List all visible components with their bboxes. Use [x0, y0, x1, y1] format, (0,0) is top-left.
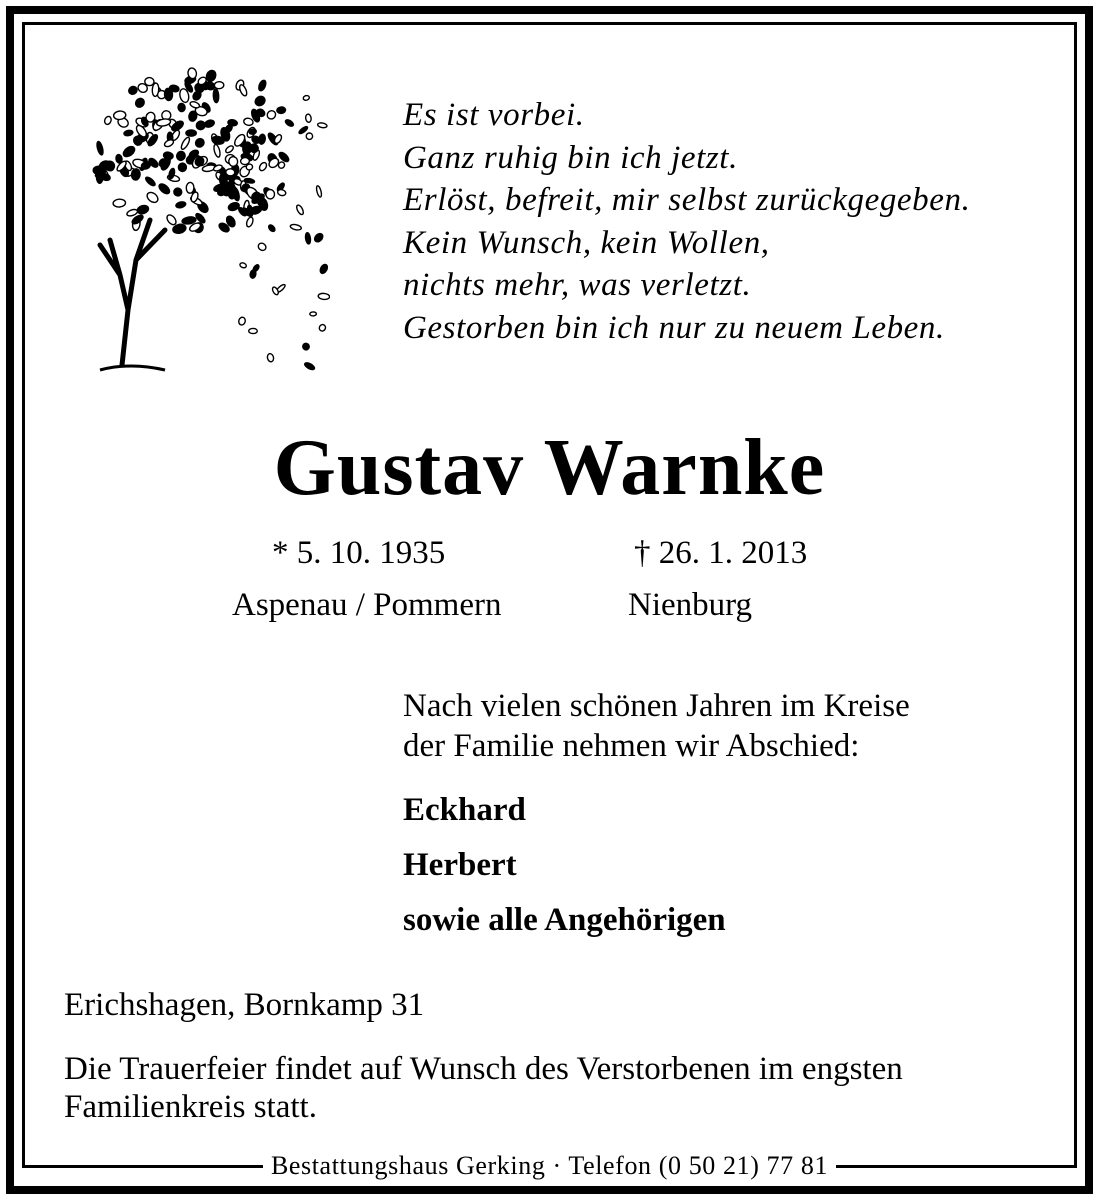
- poem-line: nichts mehr, was verletzt.: [403, 267, 752, 303]
- poem-line: Kein Wunsch, kein Wollen,: [403, 224, 770, 261]
- note-line: Die Trauerfeier findet auf Wunsch des Verstorbenen im engsten: [64, 1051, 903, 1087]
- mourner-name: sowie alle Angehörigen: [403, 902, 726, 938]
- tree-with-falling-leaves-icon: [70, 40, 330, 390]
- deceased-name: Gustav Warnke: [273, 424, 826, 512]
- death-date: † 26. 1. 2013: [634, 535, 808, 571]
- birth-place: Aspenau / Pommern: [232, 587, 502, 623]
- farewell-text: [403, 686, 910, 766]
- poem: [403, 94, 970, 349]
- funeral-note: [64, 1050, 903, 1126]
- poem-line: Erlöst, befreit, mir selbst zurückgegeben.: [403, 182, 971, 218]
- funeral-home-footer: [0, 1151, 1099, 1181]
- address: Erichshagen, Bornkamp 31: [64, 987, 425, 1023]
- poem-line: Es ist vorbei.: [403, 97, 585, 133]
- farewell-line: Nach vielen schönen Jahren im Kreise: [403, 688, 910, 724]
- footer-text: Bestattungshaus Gerking · Telefon (0 50 21) 77 81: [263, 1151, 836, 1180]
- death-place: Nienburg: [628, 587, 753, 623]
- note-line: Familienkreis statt.: [64, 1089, 317, 1125]
- mourner-name: Eckhard: [403, 792, 526, 828]
- poem-line: Ganz ruhig bin ich jetzt.: [403, 139, 738, 176]
- farewell-line: der Familie nehmen wir Abschied:: [403, 728, 860, 764]
- birth-date: * 5. 10. 1935: [272, 535, 446, 571]
- poem-line: Gestorben bin ich nur zu neuem Leben.: [403, 309, 945, 346]
- mourner-name: Herbert: [403, 847, 517, 883]
